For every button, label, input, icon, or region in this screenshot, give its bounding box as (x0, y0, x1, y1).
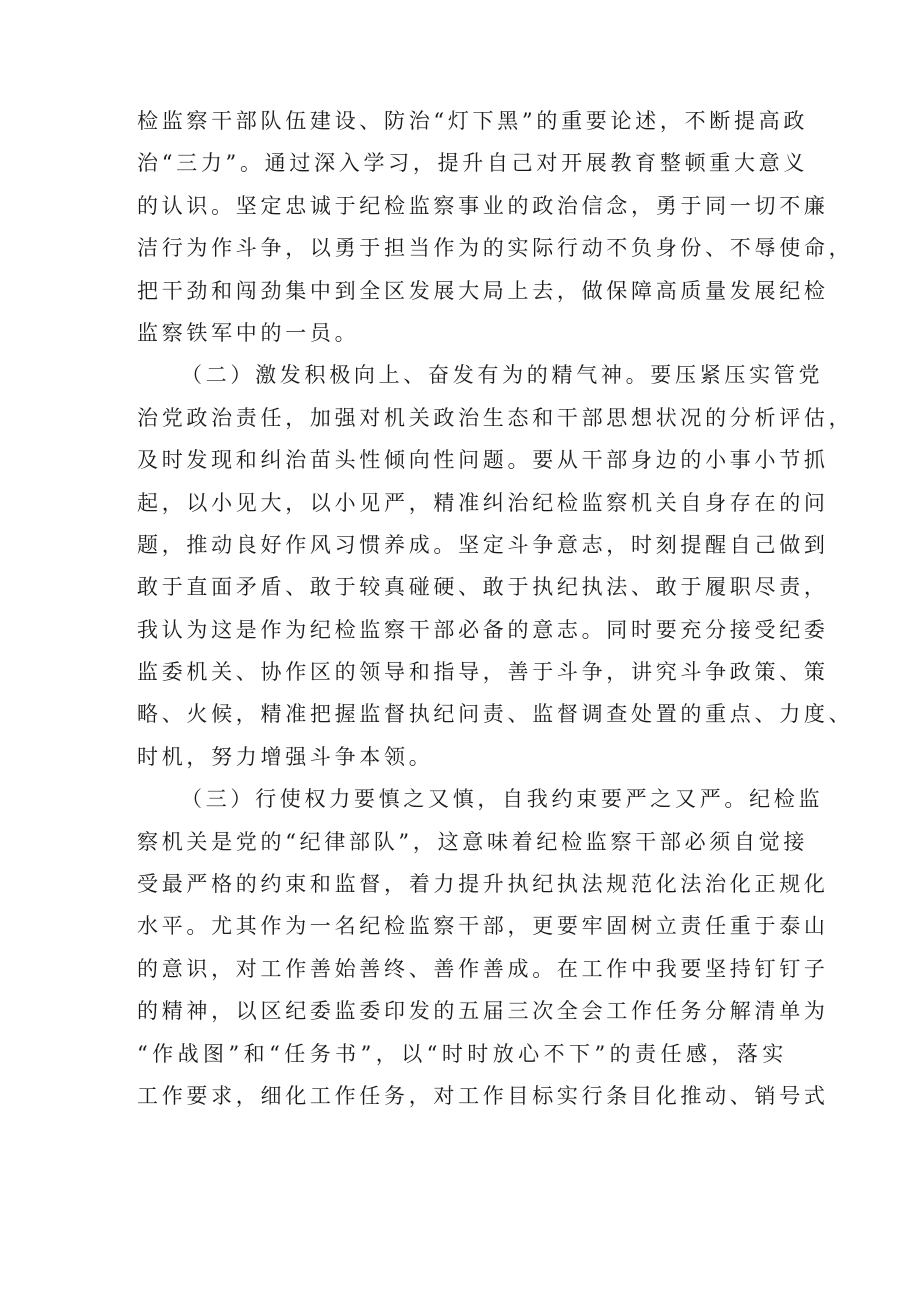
text-line: 洁行为作斗争，以勇于担当作为的实际行动不负身份、不辱使命， (137, 236, 854, 261)
text-line: “作战图”和“任务书”，以“时时放心不下”的责任感，落实 (137, 1041, 787, 1066)
text-line: 治“三力”。通过深入学习，提升自己对开展教育整顿重大意义 (137, 151, 809, 176)
text-line: 及时发现和纠治苗头性倾向性问题。要从干部身边的小事小节抓 (137, 448, 829, 473)
text-line: 受最严格的约束和监督，着力提升执纪执法规范化法治化正规化 (137, 872, 829, 897)
text-line: 略、火候，精准把握监督执纪问责、监督调查处置的重点、力度、 (137, 702, 854, 727)
text-line: 的认识。坚定忠诚于纪检监察事业的政治信念，勇于同一切不廉 (137, 193, 829, 218)
text-line: 把干劲和闯劲集中到全区发展大局上去，做保障高质量发展纪检 (137, 278, 829, 303)
text-line: 工作要求，细化工作任务，对工作目标实行条目化推动、销号式 (137, 1083, 829, 1108)
text-line: 监察铁军中的一员。 (137, 320, 360, 345)
text-line: 时机，努力增强斗争本领。 (137, 744, 434, 769)
text-line: 敢于直面矛盾、敢于较真碰硬、敢于执纪执法、敢于履职尽责， (137, 575, 829, 600)
text-line: 检监察干部队伍建设、防治“灯下黑”的重要论述，不断提高政 (137, 109, 809, 133)
text-line: 水平。尤其作为一名纪检监察干部，更要牢固树立责任重于泰山 (137, 914, 829, 939)
text-line: （三）行使权力要慎之又慎，自我约束要严之又严。纪检监 (181, 787, 824, 812)
text-line: 我认为这是作为纪检监察干部必备的意志。同时要充分接受纪委 (137, 617, 829, 642)
text-line: 监委机关、协作区的领导和指导，善于斗争，讲究斗争政策、策 (137, 660, 829, 685)
text-line: 察机关是党的“纪律部队”，这意味着纪检监察干部必须自觉接 (137, 829, 809, 854)
text-line: 题，推动良好作风习惯养成。坚定斗争意志，时刻提醒自己做到 (137, 532, 829, 557)
text-line: 的意识，对工作善始善终、善作善成。在工作中我要坚持钉钉子 (137, 956, 829, 981)
document-body (137, 100, 854, 1117)
text-line: 起，以小见大，以小见严，精准纠治纪检监察机关自身存在的问 (137, 490, 829, 515)
text-line: 的精神，以区纪委监委印发的五届三次全会工作任务分解清单为 (137, 999, 829, 1024)
text-line: 治党政治责任，加强对机关政治生态和干部思想状况的分析评估， (137, 405, 854, 430)
text-line: （二）激发积极向上、奋发有为的精气神。要压紧压实管党 (181, 363, 824, 388)
